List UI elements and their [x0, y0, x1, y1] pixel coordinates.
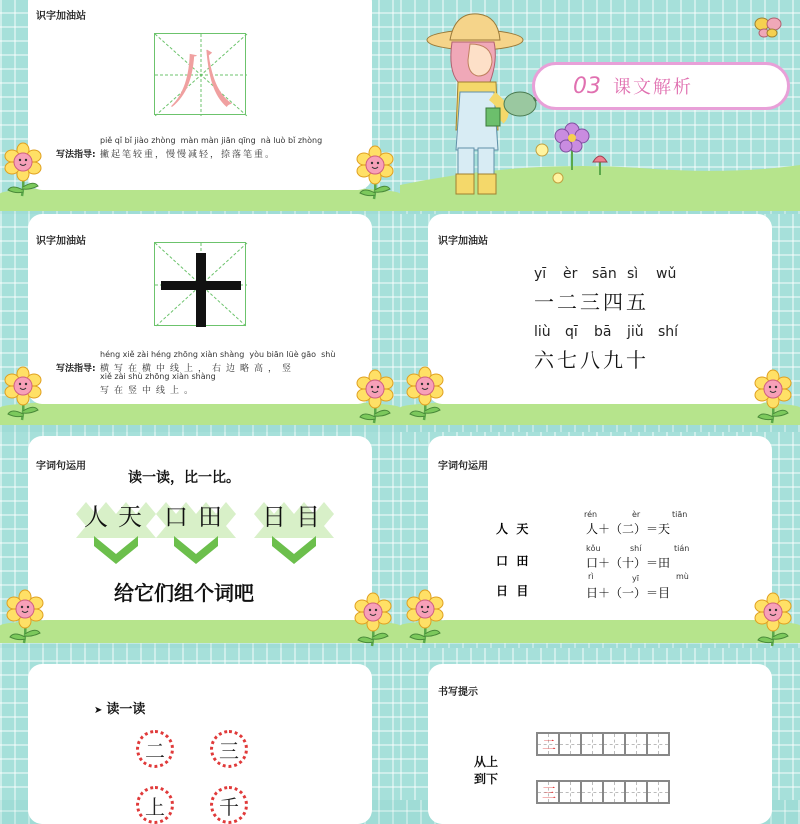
slide-6[interactable]	[400, 432, 800, 643]
pinyin: èr	[563, 266, 578, 282]
tianzige-grid	[154, 33, 246, 118]
grid-cell	[559, 781, 581, 803]
grid-cell	[625, 733, 647, 755]
section-banner	[532, 62, 790, 110]
writing-practice-grid	[536, 780, 670, 804]
tianzige-grid	[154, 242, 246, 326]
pinyin: wǔ	[656, 266, 677, 282]
vertical-stroke	[196, 253, 206, 327]
slide-4[interactable]	[400, 214, 800, 425]
pinyin: liù	[534, 324, 551, 340]
pinyin: mù	[676, 572, 689, 581]
compare-heading: 读一读，比一比。	[128, 470, 240, 486]
guide-pinyin-2: xiě zài shù zhōng xiàn shàng	[100, 372, 216, 381]
arrow-icon: ➤	[94, 705, 103, 716]
equation: 人＋（二）＝天	[586, 522, 671, 536]
character: 天	[118, 502, 142, 531]
section-title: 课文解析	[613, 77, 693, 98]
character: 目	[296, 502, 320, 531]
flower-decoration-left	[400, 587, 450, 643]
slide-title: 字词句运用	[36, 461, 86, 472]
pair-label: 人 天	[496, 522, 529, 536]
number-pinyin-row-1	[534, 266, 678, 282]
grid-cell	[647, 733, 669, 755]
grid-cell	[603, 733, 625, 755]
guide-pinyin: piě qǐ bǐ jiào zhòng màn màn jiān qīng nà luò bǐ zhòng	[100, 136, 323, 145]
pair-label: 口 田	[496, 554, 529, 568]
sample-char: 二	[542, 738, 556, 754]
guide-label: 写法指导:	[56, 150, 96, 160]
equation: 日＋（一）＝目	[586, 586, 671, 600]
writing-practice-grid	[536, 732, 670, 756]
pinyin: èr	[632, 510, 641, 519]
pinyin: shí	[658, 324, 679, 340]
sample-char: 三	[542, 786, 556, 802]
word-making-prompt: 给它们组个词吧	[114, 581, 254, 605]
pinyin: qī	[565, 324, 578, 340]
slide-8[interactable]	[400, 648, 800, 800]
slide-2[interactable]	[400, 0, 800, 211]
character: 田	[198, 502, 222, 531]
slide-title: 识字加油站	[36, 11, 86, 22]
slide-title: 识字加油站	[36, 236, 86, 247]
flower-decoration-right	[748, 367, 798, 423]
grid-cell	[581, 733, 603, 755]
section-number: 03	[573, 73, 601, 99]
char-circle: 上	[136, 786, 174, 824]
character: 日	[262, 502, 286, 531]
flower-decoration-left	[0, 140, 48, 196]
guide-pinyin: héng xiě zài héng zhōng xiàn shàng yòu biān lüè gāo shù	[100, 350, 336, 359]
pinyin: tián	[674, 544, 690, 553]
pinyin: shí	[630, 544, 642, 553]
flower-decoration-left	[0, 587, 50, 643]
pair-label: 日 目	[496, 584, 529, 598]
number-pinyin-row-2	[534, 324, 680, 340]
grass-ground	[0, 617, 400, 643]
flower-decoration-right	[748, 590, 798, 646]
grid-cell	[559, 733, 581, 755]
slide-7[interactable]	[0, 648, 400, 819]
read-heading	[94, 698, 145, 717]
direction-label: 从上到下	[474, 755, 499, 786]
slide-3[interactable]	[0, 214, 400, 425]
grid-cell	[537, 781, 559, 803]
number-chars-row-2: 六七八九十	[534, 348, 649, 372]
guide-text: 撇起笔较重，慢慢减轻，捺落笔重。	[100, 150, 277, 160]
pinyin: sì	[627, 266, 639, 282]
grid-cell	[603, 781, 625, 803]
pinyin: tiān	[672, 510, 688, 519]
grass-ground	[400, 617, 800, 643]
flower-decoration-left	[400, 364, 450, 420]
grid-cell	[625, 781, 647, 803]
flower-decoration-left	[0, 364, 48, 420]
slide-1[interactable]	[0, 0, 400, 211]
pinyin: yī	[534, 266, 547, 282]
model-character: 八	[169, 44, 233, 118]
character: 口	[164, 502, 188, 531]
slide-5[interactable]	[0, 432, 400, 643]
pinyin: yī	[632, 574, 639, 583]
char-circle: 三	[210, 730, 248, 768]
char-circle: 二	[136, 730, 174, 768]
slide-title: 字词句运用	[438, 461, 488, 472]
grid-cell	[581, 781, 603, 803]
character: 人	[84, 502, 108, 531]
equation: 口＋（十）＝田	[586, 556, 671, 570]
char-circle: 千	[210, 786, 248, 824]
slide-title: 书写提示	[438, 687, 478, 698]
grid-cell	[647, 781, 669, 803]
flower-decoration-right	[348, 590, 398, 646]
guide-text-2: 写在竖中线上。	[100, 386, 199, 396]
number-chars-row-1: 一二三四五	[534, 290, 649, 314]
flower-decoration-right	[350, 143, 400, 199]
grid-cell	[537, 733, 559, 755]
guide-label: 写法指导:	[56, 364, 96, 374]
read-heading-label: 读一读	[106, 702, 146, 717]
pinyin: bā	[594, 324, 612, 340]
slide-title: 识字加油站	[438, 236, 488, 247]
pinyin: sān	[592, 266, 617, 282]
pinyin: rén	[584, 510, 598, 519]
pinyin: jiǔ	[627, 324, 644, 340]
guide-text: 横写在横中线上，右边略高，竖	[100, 364, 297, 374]
flower-decoration-right	[350, 367, 400, 423]
slide-card	[28, 664, 372, 824]
pinyin: kǒu	[586, 544, 601, 553]
pinyin: rì	[588, 572, 594, 581]
